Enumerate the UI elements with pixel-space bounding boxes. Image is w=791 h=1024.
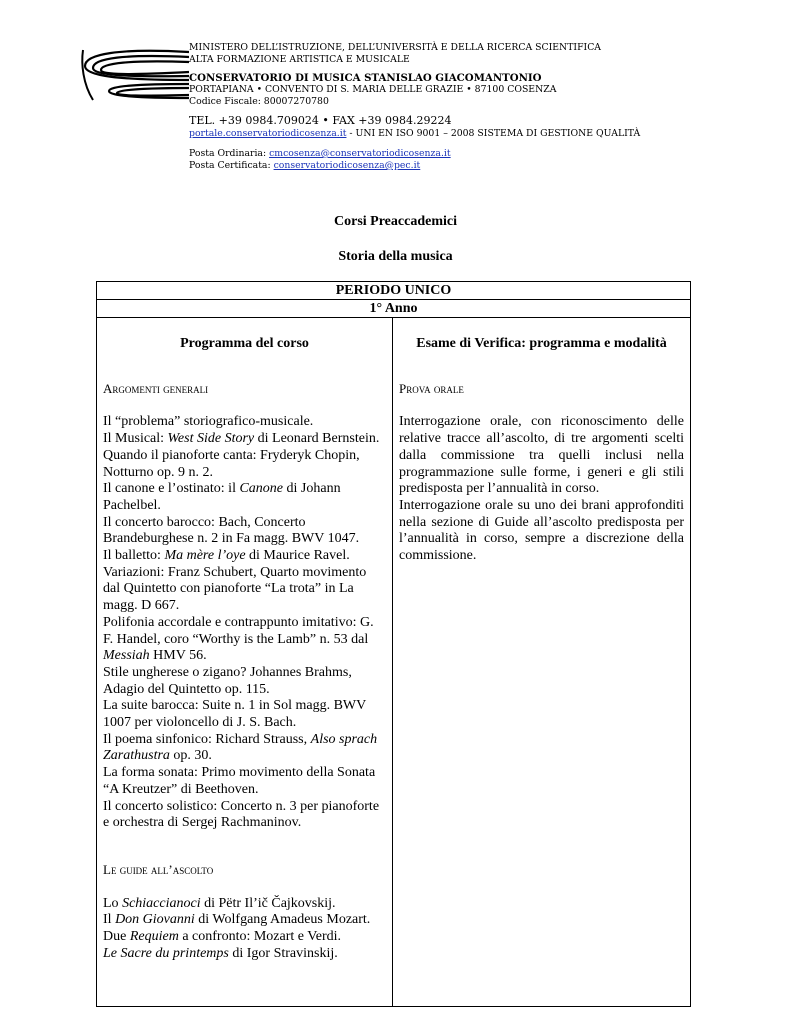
- exam-column: [393, 318, 691, 1007]
- section-oral-exam: Prova orale: [399, 380, 464, 396]
- guide-item-pre: Lo: [103, 895, 123, 911]
- posta-ordinaria-label: Posta Ordinaria:: [189, 148, 270, 159]
- phone-fax: TEL. +39 0984.709024 • FAX +39 0984.29224: [189, 114, 452, 127]
- period-header: PERIODO UNICO: [97, 282, 691, 300]
- topic-item: [103, 515, 386, 548]
- afam-line: ALTA FORMAZIONE ARTISTICA E MUSICALE: [189, 54, 410, 65]
- topic-item: [103, 799, 386, 832]
- exam-paragraph-1: Interrogazione orale, con riconoscimento delle relative tracce all’ascolto, di tre argomenti scelti dalla commissione tra quelli inclusi nella programmazione sulle forme, i generi e gli stili predisposta per l’annualità in corso.: [399, 414, 685, 497]
- posta-certificata-email[interactable]: conservatoriodicosenza@pec.it: [273, 160, 421, 171]
- exam-heading: Esame di Verifica: programma e modalità: [416, 336, 667, 351]
- topic-item-pre: Il Musical:: [103, 431, 168, 447]
- topic-item: [103, 732, 386, 765]
- institution-name: CONSERVATORIO DI MUSICA STANISLAO GIACOMANTONIO: [189, 72, 542, 84]
- exam-paragraph-2: Interrogazione orale su uno dei brani approfonditi nella sezione di Guide all’ascolto predisposta per l’annualità in corso, sempre a discrezione della commissione.: [399, 497, 685, 564]
- section-general-topics: Argomenti generali: [103, 380, 209, 396]
- topics-list: [103, 414, 386, 832]
- topic-item-pre: Il balletto:: [103, 548, 165, 564]
- topic-item-pre: Il “problema” storiografico-musicale.: [103, 414, 314, 430]
- posta-ordinaria: [189, 148, 640, 160]
- topic-item: [103, 548, 386, 565]
- guide-item: [103, 929, 386, 946]
- guides-list: [103, 896, 386, 963]
- posta-certificata: [189, 160, 640, 172]
- portal-line: [189, 128, 640, 140]
- guide-item: [103, 896, 386, 913]
- year-header: 1° Anno: [97, 300, 691, 318]
- topic-item-post: di Johann Pachelbel.: [103, 481, 341, 513]
- posta-certificata-label: Posta Certificata:: [189, 160, 274, 171]
- guide-item: [103, 912, 386, 929]
- topic-item-pre: Il concerto solistico: Concerto n. 3 per pianoforte e orchestra di Sergej Rachmaninov.: [103, 798, 380, 831]
- topic-item-pre: La suite barocca: Suite n. 1 in Sol magg. BWV 1007 per violoncello di J. S. Bach.: [103, 698, 366, 731]
- topic-item-post: HMV 56.: [149, 648, 207, 664]
- guide-item-em: Requiem: [129, 929, 179, 945]
- portal-link[interactable]: portale.conservatoriodicosenza.it: [189, 128, 347, 139]
- guide-item-post: di Pëtr Il’ič Čajkovskij.: [200, 895, 336, 911]
- guide-item-post: di Wolfgang Amadeus Mozart.: [194, 912, 371, 928]
- topic-item: [103, 698, 386, 731]
- topic-item-em: Messiah: [103, 648, 150, 664]
- topic-item-em: Ma mère l’oye: [164, 548, 246, 564]
- guide-item-pre: Il: [103, 912, 116, 928]
- topic-item: [103, 414, 386, 431]
- topic-item-post: op. 30.: [169, 748, 212, 764]
- page-subtitle: Storia della musica: [338, 249, 453, 264]
- topic-item-pre: Il poema sinfonico: Richard Strauss,: [103, 731, 311, 747]
- topic-item-em: Canone: [239, 481, 284, 497]
- topic-item-pre: Il canone e l’ostinato: il: [103, 481, 240, 497]
- program-column: [97, 318, 393, 1007]
- program-table: [96, 281, 691, 1007]
- topic-item-pre: Variazioni: Franz Schubert, Quarto movimento dal Quintetto con pianoforte “La trota” in La magg. D 667.: [103, 564, 367, 614]
- topic-item: [103, 448, 386, 481]
- topic-item-pre: Il concerto barocco: Bach, Concerto Brandeburghese n. 2 in Fa magg. BWV 1047.: [103, 514, 360, 547]
- topic-item-pre: Stile ungherese o zigano? Johannes Brahms, Adagio del Quintetto op. 115.: [103, 664, 352, 697]
- fiscal-code: Codice Fiscale: 80007270780: [189, 96, 329, 107]
- guide-item-post: di Igor Stravinskij.: [228, 945, 338, 961]
- topic-item: [103, 431, 386, 448]
- guide-item-em: Don Giovanni: [115, 912, 195, 928]
- guide-item: [103, 946, 386, 963]
- topic-item-em: West Side Story: [167, 431, 255, 447]
- quality-text: - UNI EN ISO 9001 – 2008 SISTEMA DI GESTIONE QUALITÀ: [346, 128, 641, 139]
- topic-item-em: Also sprach Zarathustra: [103, 731, 378, 764]
- page-title: Corsi Preaccademici: [334, 214, 457, 229]
- topic-item: [103, 481, 386, 514]
- program-heading: Programma del corso: [180, 336, 309, 351]
- topic-item: [103, 665, 386, 698]
- guide-item-post: a confronto: Mozart e Verdi.: [178, 929, 342, 945]
- guide-item-em: Schiaccianoci: [122, 895, 201, 911]
- topic-item-post: di Leonard Bernstein.: [254, 431, 380, 447]
- address-line: PORTAPIANA • CONVENTO DI S. MARIA DELLE GRAZIE • 87100 COSENZA: [189, 84, 557, 95]
- topic-item-pre: La forma sonata: Primo movimento della Sonata “A Kreutzer” di Beethoven.: [103, 765, 376, 797]
- topic-item: [103, 615, 386, 665]
- topic-item: [103, 765, 386, 798]
- letterhead: [79, 38, 719, 188]
- topic-item: [103, 565, 386, 615]
- guide-item-pre: Due: [103, 929, 130, 945]
- topic-item-pre: Polifonia accordale e contrappunto imitativo: G. F. Handel, coro “Worthy is the Lamb” n. 53 dal: [103, 614, 374, 647]
- ministry-line: MINISTERO DELL’ISTRUZIONE, DELL’UNIVERSITÀ E DELLA RICERCA SCIENTIFICA: [189, 42, 602, 53]
- section-listening-guides: Le guide all’ascolto: [103, 861, 214, 877]
- guide-item-em: Le Sacre du printemps: [103, 945, 229, 961]
- conservatory-logo: [79, 44, 189, 102]
- posta-ordinaria-email[interactable]: cmcosenza@conservatoriodicosenza.it: [269, 148, 451, 159]
- topic-item-pre: Quando il pianoforte canta: Fryderyk Chopin, Notturno op. 9 n. 2.: [103, 447, 360, 480]
- topic-item-post: di Maurice Ravel.: [245, 548, 350, 564]
